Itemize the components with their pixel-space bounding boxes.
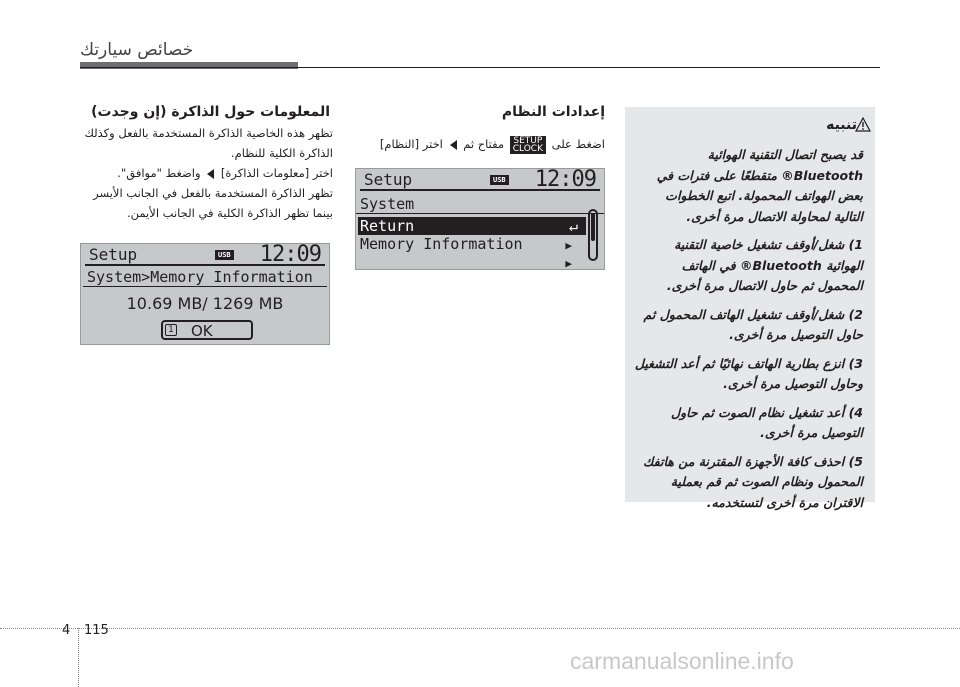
warning-icon xyxy=(855,117,871,132)
memory-text-line xyxy=(80,163,333,183)
setup-key-top: SETUP xyxy=(513,135,543,146)
lcd-row-system[interactable]: System xyxy=(356,195,604,214)
watermark: carmanualsonline.info xyxy=(570,648,794,674)
lcd-title: Setup xyxy=(364,170,413,189)
memory-text-line: بينما تظهر الذاكرة الكلية في الجانب الأيمن. xyxy=(127,206,333,220)
lcd-topbar xyxy=(360,169,600,191)
section-number: 4 xyxy=(62,623,71,638)
system-settings-heading: إعدادات النظام xyxy=(501,104,605,120)
header-title: خصائص سيارتك xyxy=(80,40,194,60)
triangle-left-icon xyxy=(207,169,214,179)
setup-key-bottom: CLOCK xyxy=(512,143,543,154)
return-icon: ↵ xyxy=(568,217,578,235)
note-item: 3) انزع بطارية الهاتف نهائيًا ثم أعد التشغيل وحاول التوصيل مرة أخرى. xyxy=(634,355,863,391)
note-box xyxy=(625,107,875,510)
scrollbar[interactable] xyxy=(588,209,598,261)
settings-text-before: اضغط على xyxy=(548,137,605,151)
memory-info-screen xyxy=(80,243,330,345)
triangle-left-icon xyxy=(450,140,457,150)
note-item: 1) شغل/أوقف تشغيل خاصية التقنية الهوائية Bluetooth® في الهاتف المحمول ثم حاول الاتصال مرة أخرى. xyxy=(666,237,863,293)
settings-text-after: مفتاح ثم xyxy=(459,137,508,151)
chevron-right-icon: ▶ xyxy=(565,239,572,252)
note-item: قد يصبح اتصال التقنية الهوائية Bluetooth® متقطعًا على فترات في بعض الهواتف المحمولة. اتبع الخطوات التالية لمحاولة الاتصال مرة أخرى. xyxy=(656,147,863,224)
ok-number-icon: 1 xyxy=(165,324,177,336)
note-body xyxy=(633,145,863,521)
note-title: تنبيه xyxy=(826,117,857,133)
memory-info-heading: المعلومات حول الذاكرة (إن وجدت) xyxy=(91,104,330,120)
ok-button[interactable] xyxy=(161,320,253,340)
system-settings-text xyxy=(355,134,605,154)
lcd-title: Setup xyxy=(89,245,138,264)
lcd-row-return[interactable] xyxy=(358,217,586,235)
chevron-right-icon: ▶ xyxy=(565,257,572,270)
note-item: 5) احذف كافة الأجهزة المقترنة من هاتفك المحمول ونظام الصوت ثم قم بعملية الاقتران مرة أخرى لتستخدمه. xyxy=(643,453,863,510)
setup-clock-key-icon xyxy=(510,136,546,154)
lcd-clock: 12:09 xyxy=(534,167,596,192)
lcd-path: System>Memory Information xyxy=(83,268,327,287)
memory-text-after: واضغط "موافق". xyxy=(117,166,205,180)
lcd-row-memory-information[interactable]: Memory Information xyxy=(360,235,523,253)
ok-label: OK xyxy=(191,322,213,340)
memory-text-line: تظهر هذه الخاصية الذاكرة المستخدمة بالفعل وكذلك xyxy=(84,126,333,140)
memory-info-text xyxy=(80,123,333,223)
lcd-row-return-label: Return xyxy=(360,217,415,235)
lcd-clock: 12:09 xyxy=(259,242,321,267)
lcd-topbar xyxy=(85,244,325,266)
memory-text-before: اختر [معلومات الذاكرة] xyxy=(217,166,333,180)
settings-text-select: اختر [النظام] xyxy=(379,137,443,151)
note-item: 4) أعد تشغيل نظام الصوت ثم حاول التوصيل مرة أخرى. xyxy=(671,404,863,440)
memory-text-line: الذاكرة الكلية للنظام. xyxy=(230,146,333,160)
memory-usage-value: 10.69 MB/ 1269 MB xyxy=(126,294,284,313)
system-settings-screen xyxy=(355,168,605,270)
page-number: 115 xyxy=(84,623,109,638)
usb-badge: USB xyxy=(490,175,509,185)
header-divider xyxy=(80,67,880,68)
memory-text-line: تظهر الذاكرة المستخدمة بالفعل في الجانب الأيسر xyxy=(93,186,333,200)
scrollbar-thumb[interactable] xyxy=(591,213,595,241)
footer-vertical-divider xyxy=(78,628,79,687)
note-item: 2) شغل/أوقف تشغيل الهاتف المحمول ثم حاول التوصيل مرة أخرى. xyxy=(643,306,863,342)
usb-badge: USB xyxy=(215,250,234,260)
footer-divider xyxy=(0,628,960,629)
